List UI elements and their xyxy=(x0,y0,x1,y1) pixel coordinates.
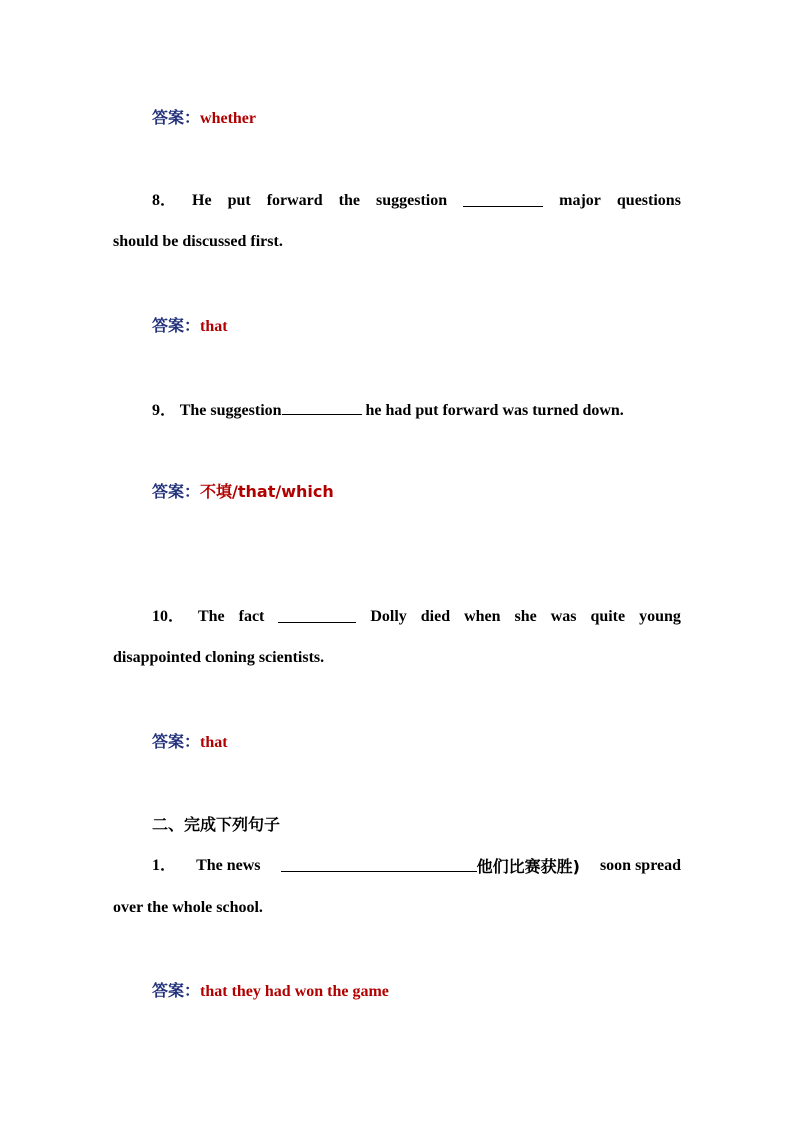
section2-question-1-line1 xyxy=(152,856,681,878)
answer-blank xyxy=(463,191,543,207)
question-number: 8． xyxy=(152,192,177,209)
question-8-line2: should be discussed first. xyxy=(113,233,283,250)
answer-line-8 xyxy=(152,316,228,337)
question-text: The news xyxy=(196,857,261,874)
question-number: 1． xyxy=(152,857,177,874)
answer-value: that they had won the game xyxy=(200,983,389,1000)
word: the xyxy=(338,192,360,209)
word: was xyxy=(550,608,577,625)
question-10-line1 xyxy=(152,607,681,627)
word: put xyxy=(227,192,251,209)
word: suggestion xyxy=(376,192,448,209)
answer-blank xyxy=(281,856,477,872)
word: The xyxy=(197,608,225,625)
question-number: 9． xyxy=(152,402,177,419)
answer-value: that xyxy=(200,734,228,751)
answer-line-10 xyxy=(152,732,228,753)
answer-label: 答案： xyxy=(152,482,201,501)
chinese-hint: 他们比赛获胜) xyxy=(476,857,580,876)
answer-label: 答案： xyxy=(152,981,201,1000)
answer-label: 答案： xyxy=(152,316,201,335)
word: she xyxy=(514,608,537,625)
answer-label: 答案： xyxy=(152,732,201,751)
question-10-line2: disappointed cloning scientists. xyxy=(113,649,325,666)
word: quite xyxy=(590,608,626,625)
question-9 xyxy=(152,399,624,421)
question-text: soon spread xyxy=(599,857,681,874)
answer-blank xyxy=(278,607,356,623)
section-heading: 二、完成下列句子 xyxy=(152,815,281,834)
answer-value: whether xyxy=(200,110,256,127)
answer-label: 答案： xyxy=(152,108,201,127)
word: forward xyxy=(266,192,323,209)
word: major xyxy=(559,192,601,209)
answer-line-7 xyxy=(152,108,256,129)
answer-blank xyxy=(282,399,362,415)
answer-line-s2-1 xyxy=(152,981,389,1002)
word: died xyxy=(420,608,451,625)
question-number: 10． xyxy=(152,608,185,625)
section2-question-1-line2: over the whole school. xyxy=(113,899,263,916)
word: Dolly xyxy=(370,608,407,625)
question-text: he had put forward was turned down. xyxy=(361,402,624,419)
answer-value: that xyxy=(200,318,228,335)
word: fact xyxy=(238,608,265,625)
word: questions xyxy=(616,192,681,209)
answer-line-9 xyxy=(152,482,334,503)
question-8-line1 xyxy=(152,191,681,211)
answer-value: 不填/that/which xyxy=(200,482,334,501)
word: young xyxy=(639,608,681,625)
word: when xyxy=(464,608,501,625)
blank-with-hint xyxy=(281,856,580,878)
word: He xyxy=(192,192,212,209)
question-text: The suggestion xyxy=(179,402,282,419)
